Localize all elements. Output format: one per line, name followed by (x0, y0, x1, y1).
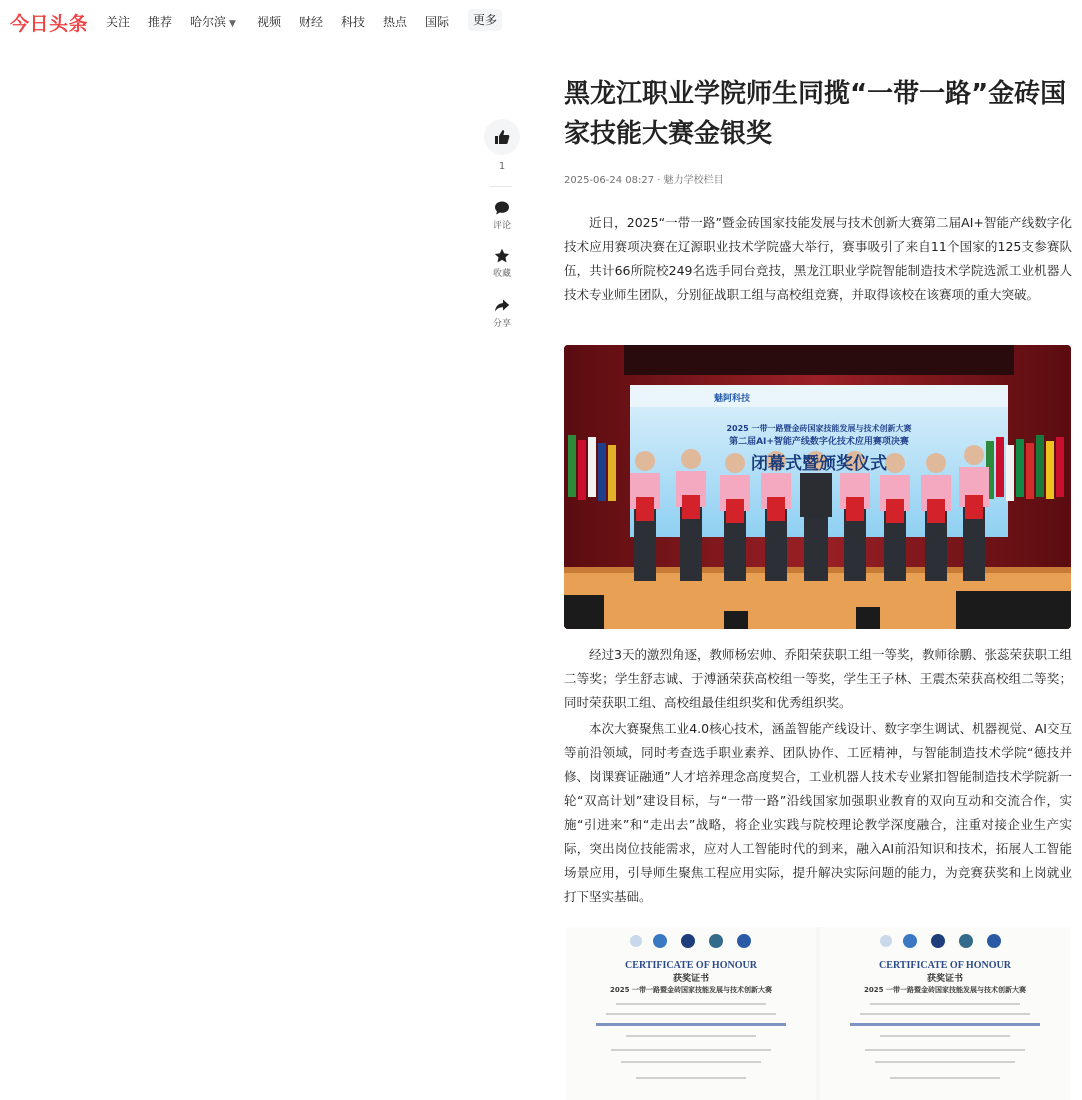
share-button[interactable] (484, 298, 520, 329)
comment-icon (494, 200, 510, 216)
favorite-button[interactable] (484, 248, 520, 279)
like-count: 1 (498, 161, 506, 172)
article-paragraph-3: 本次大赛聚焦工业4.0核心技术，涵盖智能产线设计、数字孪生调试、机器视觉、AI交互等前沿领域，同时考查选手职业素养、团队协作、工匠精神，与智能制造技术学院“德技并修、岗课赛证融通”人才培养理念高度契合，工业机器人技术专业紧扣智能制造技术学院新一轮“双高计划”建设目标，与“一带一路”沿线国家加强职业教育的双向互动和交流合作，实施“引进来”和“走出去”战略，将企业实践与院校理论教学深度融合，注重对接企业生产实际，突出岗位技能需求，应对人工智能时代的到来，融入AI前沿知识和技术，拓展人工智能场景应用，引导师生聚焦工程应用实际，提升解决实际问题的能力，为竞赛获奖和上岗就业打下坚实基础。 (564, 721, 1072, 904)
screen-text-line-3: 闭幕式暨颁奖仪式 (751, 454, 887, 474)
nav-item-follow[interactable]: 关注 (106, 15, 131, 29)
screen-text-line-1: 2025 一带一路暨金砖国家技能发展与技术创新大赛 (726, 424, 912, 433)
nav-item-international[interactable]: 国际 (425, 15, 450, 29)
favorite-label: 收藏 (492, 269, 511, 279)
certificates-image (566, 927, 1070, 1100)
nav-item-harbin-label: 哈尔滨 (190, 15, 227, 29)
article-paragraph-2: 经过3天的激烈角逐，教师杨宏帅、乔阳荣获职工组一等奖，教师徐鹏、张蕊荣获职工组二等奖；学生舒志诚、于溥涵荣获高校组一等奖，学生王子林、王震杰荣获高校组二等奖；同时荣获职工组、高校组最佳组织奖和优秀组织奖。 (564, 647, 1072, 710)
certificate-right-cn-title: 获奖证书 (926, 974, 963, 984)
top-navigation (0, 0, 1082, 42)
screen-text-line-2: 第二届AI+智能产线数字化技术应用赛项决赛 (729, 437, 909, 447)
chevron-down-icon: ▼ (229, 19, 236, 29)
article-meta: 2025-06-24 08:27 · 魅力学校栏目 (564, 175, 724, 186)
nav-item-recommend[interactable]: 推荐 (148, 15, 173, 29)
like-button[interactable] (484, 119, 520, 155)
nav-item-hot[interactable]: 热点 (383, 15, 408, 29)
award-ceremony-photo (564, 345, 1071, 629)
star-icon (494, 248, 510, 264)
nav-more-button[interactable]: 更多 (468, 9, 502, 31)
certificate-left-en-title: CERTIFICATE OF HONOUR (625, 960, 757, 971)
comment-label: 评论 (492, 221, 511, 231)
certificate-left-cn-title: 获奖证书 (672, 974, 709, 984)
ceremony-illustration (564, 345, 1071, 629)
article-paragraph-1: 近日，2025“一带一路”暨金砖国家技能发展与技术创新大赛第二届AI+智能产线数字化技术应用赛项决赛在辽源职业技术学院盛大举行，赛事吸引了来自11个国家的125支参赛队伍，共计66所院校249名选手同台竞技，黑龙江职业学院智能制造技术学院选派工业机器人技术专业师生团队，分别征战职工组与高校组竞赛，并取得该校在该赛项的重大突破。 (564, 215, 1072, 302)
article-title: 黑龙江职业学院师生同揽“一带一路”金砖国家技能大赛金银奖 (564, 79, 1067, 149)
comment-button[interactable] (484, 200, 520, 231)
certificate-right (820, 927, 1070, 1100)
certificate-logos (820, 927, 1070, 957)
thumbs-up-icon (494, 129, 510, 145)
share-label: 分享 (492, 319, 511, 329)
nav-item-video[interactable]: 视频 (257, 15, 282, 29)
toutiao-logo[interactable]: 今日头条 (10, 13, 89, 35)
screen-brand-text: 魅阿科技 (714, 394, 751, 404)
certificate-right-en-title: CERTIFICATE OF HONOUR (879, 960, 1011, 971)
certificate-right-heading: 2025 一带一路暨金砖国家技能发展与技术创新大赛 (864, 986, 1026, 994)
side-divider (490, 186, 512, 187)
nav-item-finance[interactable]: 财经 (299, 15, 324, 29)
certificate-logos (566, 927, 816, 957)
nav-item-tech[interactable]: 科技 (341, 15, 366, 29)
nav-item-harbin[interactable] (190, 13, 236, 30)
certificate-left-heading: 2025 一带一路暨金砖国家技能发展与技术创新大赛 (610, 986, 772, 994)
share-icon (494, 298, 510, 314)
certificate-left (566, 927, 816, 1100)
